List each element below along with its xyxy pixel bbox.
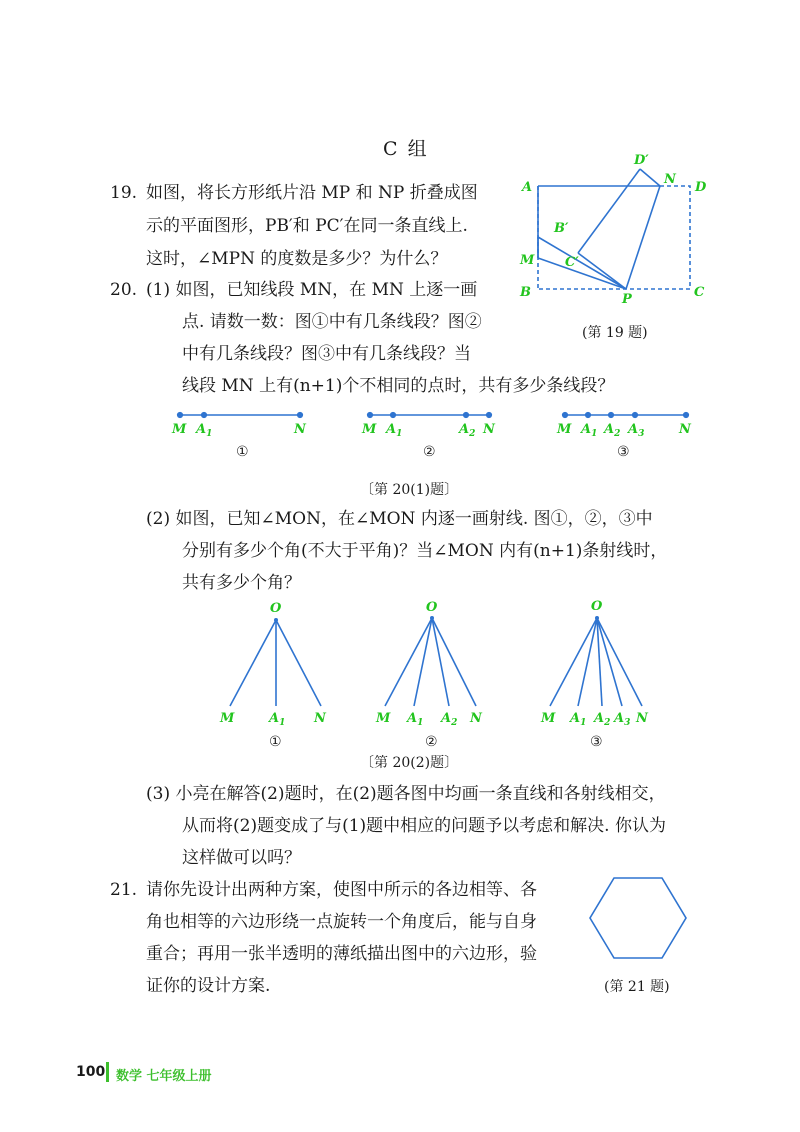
- problem-21-line-1: 请你先设计出两种方案，使图中所示的各边相等、各: [146, 880, 537, 900]
- fig20-2-label-a1: $A_1$: [570, 711, 587, 728]
- problem-19-line-3: 这时，∠MPN 的度数是多少？为什么？: [146, 249, 448, 269]
- figure-19-caption: (第 19 题): [582, 325, 648, 341]
- fig20-2-label-n: N: [470, 711, 482, 726]
- fig19-label-c1: C′: [565, 255, 579, 270]
- fig20-1-label-n: N: [679, 422, 691, 437]
- problem-20-1-line-4: 线段 MN 上有(n+1)个不相同的点时，共有多少条线段？: [182, 376, 615, 396]
- fig20-2-label-m: M: [376, 711, 391, 726]
- figure-21-caption: (第 21 题): [604, 979, 670, 995]
- section-title: C 组: [383, 138, 429, 160]
- fig20-1-label-m: M: [362, 422, 377, 437]
- problem-20-1-line-2: 点. 请数一数：图①中有几条线段？图②: [182, 312, 482, 332]
- fig20-2-mark-3: ③: [590, 734, 603, 750]
- fig20-2-label-m: M: [541, 711, 556, 726]
- fig19-label-d: D: [695, 180, 707, 195]
- fig19-label-p: P: [622, 292, 632, 307]
- problem-20-2-line-2: 分别有多少个角(不大于平角)？当∠MON 内有(n+1)条射线时，: [182, 541, 668, 561]
- problem-20-1-line-1: (1) 如图，已知线段 MN，在 MN 上逐一画: [146, 280, 478, 300]
- problem-20-number: 20.: [110, 280, 138, 300]
- fig20-1-label-a1: $A_1$: [196, 422, 213, 439]
- fig20-1-label-a1: $A_1$: [386, 422, 403, 439]
- problem-20-1-line-3: 中有几条线段？图③中有几条线段？当: [182, 344, 471, 364]
- fig20-1-label-a1: $A_1$: [581, 422, 598, 439]
- fig20-2-label-n: N: [636, 711, 648, 726]
- fig20-2-label-a1: $A_1$: [269, 711, 286, 728]
- problem-20-3-line-3: 这样做可以吗？: [182, 848, 301, 868]
- fig19-label-d1: D′: [634, 153, 649, 168]
- fig19-label-n: N: [664, 172, 676, 187]
- footer-book-title: 数学 七年级上册: [116, 1069, 212, 1084]
- fig20-1-label-a2: $A_2$: [604, 422, 621, 439]
- fig19-label-b1: B′: [554, 221, 569, 236]
- problem-20-3-line-1: (3) 小亮在解答(2)题时，在(2)题各图中均画一条直线和各射线相交，: [146, 784, 666, 804]
- problem-20-3-line-2: 从而将(2)题变成了与(1)题中相应的问题予以考虑和解决. 你认为: [182, 816, 666, 836]
- fig20-2-label-o: O: [270, 601, 282, 616]
- fig20-2-label-a1: $A_1$: [407, 711, 424, 728]
- fig20-2-label-o: O: [591, 599, 603, 614]
- fig20-1-mark-3: ③: [617, 444, 630, 460]
- fig20-1-label-n: N: [294, 422, 306, 437]
- fig20-1-label-a3: $A_3$: [628, 422, 645, 439]
- fig19-label-c: C: [694, 285, 705, 300]
- problem-21-line-2: 角也相等的六边形绕一点旋转一个角度后，能与自身: [146, 912, 537, 932]
- fig20-1-mark-2: ②: [423, 444, 436, 460]
- fig20-1-label-a2: $A_2$: [459, 422, 476, 439]
- figure-20-2-caption: 〔第 20(2)题〕: [360, 755, 459, 771]
- problem-21-line-3: 重合；再用一张半透明的薄纸描出图中的六边形，验: [146, 944, 537, 964]
- footer-divider: [106, 1062, 109, 1082]
- fig20-2-mark-2: ②: [425, 734, 438, 750]
- fig20-2-label-o: O: [426, 600, 438, 615]
- fig19-label-a: A: [522, 180, 533, 195]
- fig20-1-mark-1: ①: [236, 444, 249, 460]
- problem-21-number: 21.: [110, 880, 138, 900]
- fig20-1-label-m: M: [172, 422, 187, 437]
- problem-19-number: 19.: [110, 183, 138, 203]
- hexagon-shape: [590, 878, 686, 958]
- figure-20-1-caption: 〔第 20(1)题〕: [360, 482, 459, 498]
- fig20-2-label-n: N: [314, 711, 326, 726]
- fig20-1-label-m: M: [557, 422, 572, 437]
- page-number: 100: [76, 1064, 106, 1080]
- fig20-2-label-a3: $A_3$: [614, 711, 631, 728]
- problem-19-line-2: 示的平面图形，PB′和 PC′在同一条直线上.: [146, 216, 468, 236]
- fig19-label-b: B: [520, 285, 531, 300]
- fig20-1-label-n: N: [483, 422, 495, 437]
- fig20-2-mark-1: ①: [269, 734, 282, 750]
- problem-19-line-1: 如图，将长方形纸片沿 MP 和 NP 折叠成图: [146, 183, 478, 203]
- fig19-label-m: M: [520, 253, 535, 268]
- problem-21-line-4: 证你的设计方案.: [146, 976, 271, 996]
- fig20-2-label-m: M: [220, 711, 235, 726]
- problem-20-2-line-1: (2) 如图，已知∠MON，在∠MON 内逐一画射线. 图①，②，③中: [146, 509, 653, 529]
- problem-20-2-line-3: 共有多少个角？: [182, 573, 301, 593]
- fig20-2-label-a2: $A_2$: [441, 711, 458, 728]
- fig20-2-label-a2: $A_2$: [594, 711, 611, 728]
